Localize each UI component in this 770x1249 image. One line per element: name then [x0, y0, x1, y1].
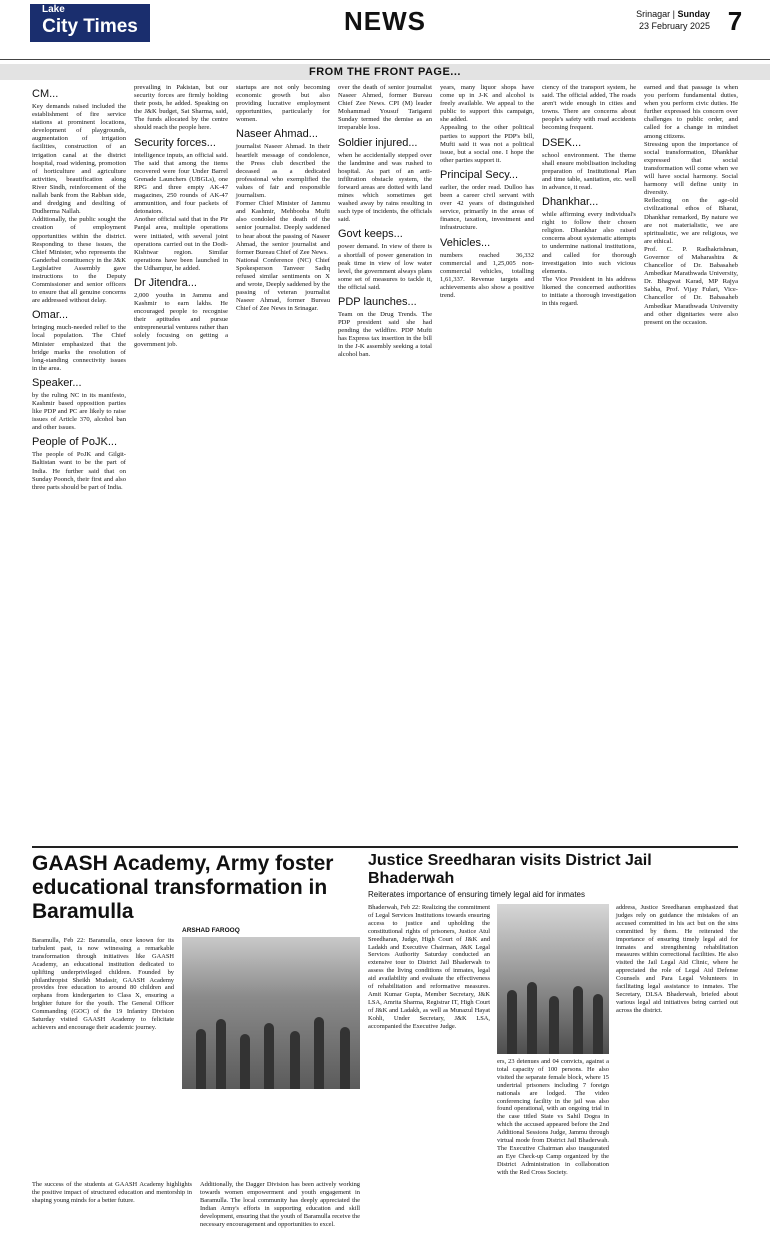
block-head: Speaker... — [32, 376, 82, 389]
block-text: power demand. In view of there is a shortfall of power generation in peak time in view of low water level, the government always plans some set of measures to tackle it, the official said. — [338, 243, 432, 291]
section-title: NEWS — [344, 6, 426, 36]
story2-col-3: address, Justice Sreedharan emphasized that judges rely on guidance the mistakes of an accused committed in his act but on the sins committed by them. He reiterated the importance of ensuring timely legal aid for inmates and strengthening rehabilitation measures within correctional facilities. He also visited the Jail Legal Aid Clinic, where he appreciated the role of Legal Aid Defense Counsels and Para Legal Volunteers in facilitating legal assistance to inmates. The Secretary, DLSA Bhaderwah, briefed about various legal aid initiatives being carried out across the district. — [616, 904, 738, 1014]
logo-line-2: City Times — [42, 16, 138, 37]
block-text: The Vice President in his address likened the concerned authorities to initiate a thorough investigation in this regard. — [542, 275, 636, 308]
block-text: Appealing to the other political parties to support the PDP's bill, Mufti said it was not a political issue, but a social one. I hope the other parties support it. — [440, 124, 534, 164]
story1-headline: GAASH Academy, Army foster educational transformation in Baramulla — [32, 852, 334, 923]
masthead — [0, 0, 770, 60]
block-head: Vehicles... — [440, 236, 491, 249]
story2-photo — [497, 904, 609, 1054]
block-head: Security forces... — [134, 136, 216, 149]
column-1 — [32, 84, 126, 840]
block-text: by the ruling NC in its manifesto, Kashmir based opposition parties like PDP and PC are likely to raise issues of Article 370, alcohol ban and other issues. — [32, 391, 126, 432]
column-5 — [440, 84, 534, 840]
block-text: 2,000 youths in Jammu and Kashmir to earn lakhs. He encouraged people to recognise their aptitudes and pursue entrepreneurial ventures rather than solely focusing on getting a government job. — [134, 291, 228, 348]
story1-photo — [182, 937, 360, 1089]
block-text: while affirming every individual's right to follow their chosen religion. Dhankhar also raised concerns about systematic attempts to undermine national institutions, and called for thorough investigation into such vicious elements. — [542, 211, 636, 275]
block-text: journalist Naseer Ahmad. In their heartfelt message of condolence, the Press club described the deceased as a dedicated professional who exemplified the values of fair and responsible journalism. — [236, 143, 330, 200]
block-head: CM... — [32, 88, 59, 100]
block-text: Team on the Drug Trends. The PDP president said she had pending the wildfire. PDP Mufti has Express tax insertion in the bill in the J-K assembly seeking a total alcohol ban. — [338, 310, 432, 359]
block-text: over the death of senior journalist Naseer Ahmed, former Bureau Chief Zee News. CPI (M) leader Mohammad Yousuf Tarigami Sunday termed the demise as an irreparable loss. — [338, 84, 432, 132]
story2-deck: Reiterates importance of ensuring timely legal aid for inmates — [368, 890, 585, 899]
block-text: startups are not only becoming economic growth but also providing lucrative employment opportunities, particularly for women. — [236, 84, 330, 124]
block-text: The people of PoJK and Gilgit-Baltistan want to be the part of India. He further said that on Sunday Poonch, their first and also three parts should be part of India. — [32, 451, 126, 491]
page-number: 7 — [727, 6, 743, 36]
dateline: Srinagar | Sunday 23 February 2025 — [636, 9, 710, 31]
block-head: Principal Secy... — [440, 168, 519, 181]
section-divider — [32, 846, 738, 848]
city: Srinagar — [636, 9, 671, 19]
story2-col-1: Bhaderwah, Feb 22: Realizing the commitment of Legal Services Institutions towards ensuring access to justice and upholding the constitutional rights of prisoners, Justice Atul Sreedharan, Judge, High Court of J&K and Ladakh and Executive Chairman, J&K Legal Services Authority Saturday conducted an extensive tour to District Jail Bhaderwah to assess the living conditions of inmates, legal aid availability and evaluate the effectiveness of rehabilitation and reformative measures. Amit Kumar Gupta, Member Secretary, J&K LSA, Amrita Sharma, Registrar IT, High Court of J&K and Ladakh, as well as Munazul Hayat Kohli, Under Secretary, J&K LSA, accompanied the Executive Judge. — [368, 904, 490, 1030]
column-4 — [338, 84, 432, 840]
block-text: intelligence inputs, an official said. The said that among the items recovered were four Under Barrel Grenade Launchers (UBGLs), one RPG and three empty AK-47 magazines, 250 rounds of AK-47 ammunition, and four packets of detonators. — [134, 151, 228, 216]
story1-lead-text: Baramulla, Feb 22: Baramulla, once known for its turbulent past, is now witnessing a remarkable transformation through initiatives like GAASH Academy, an educational institution dedicated to uplifting underprivileged children. Founded by philanthropist Sheikh Mudasir, GAASH Academy provides free education to around 80 children and orphans from kindergarten to Class X, ensuring a brighter future for the youth. The General Officer Commanding (GOC) of the 19 Infantry Division Saturday visited GAASH Academy to felicitate achievers and encourage their academic journey. — [32, 937, 174, 1031]
block-text: National Conference (NC) Chief Spokesperson Tanveer Sadiq refused similar sentiments on X and wrote, Deeply saddened by the passing of veteran journalist Naseer Ahmad, former Bureau Chief of Zee News in Srinagar. — [236, 256, 330, 313]
block-text: earned and that passage is when you perform fundamental duties, when you perform civic duties. He further expressed his concern over challenges to public order, and called for a change in mindset among citizens. — [644, 84, 738, 140]
block-text: prevailing in Pakistan, but our security forces are firmly holding their posts, he added. Speaking on the J&K budget, Sat Sharma, said, The funds allocated by the centre should reach the people here. — [134, 84, 228, 132]
block-text: Stressing upon the importance of social transformation, Dhankhar expressed that social transformation will come when we will have social harmony. Social harmony will define unity in diversity. — [644, 140, 738, 197]
block-text: Reflecting on the age-old civilizational ethos of Bharat, Dhankhar remarked, By nature we are not materialistic, we are spiritualistic, we are religious, we are ethical. — [644, 197, 738, 245]
story-gaash-academy — [32, 852, 360, 1228]
story1-byline: ARSHAD FAROOQ — [182, 927, 240, 934]
block-head: People of PoJK... — [32, 436, 117, 449]
block-head: PDP launches... — [338, 295, 417, 308]
block-text: bringing much-needed relief to the local population. The Chief Minister emphasized that the bridge marks the resolution of long-standing connectivity issues in the area. — [32, 324, 126, 372]
block-text: numbers reached 36,332 commercial and 1,25,005 non-commercial vehicles, totalling 1,61,337. Revenue targets and achievements also show a positive trend. — [440, 251, 534, 299]
block-text: Key demands raised included the establishment of fire service stations at prominent locations, development of playgrounds, augmentation of irrigation facilities, construction of an irrigation canal at the district hospital, road widening, promotion of horticulture and agriculture activities, beautification along River Sindh, reinforcement of the nallah bank from the Rabban side, and dredging and desilting of Dudherma Nallah. — [32, 103, 126, 216]
block-text: when he accidentally stepped over the landmine and was rushed to hospital. As part of an anti-infiltration obstacle system, the forward areas are dotted with land mines which sometimes get washed away by rains resulting in such type of incidents, the officials said. — [338, 151, 432, 224]
column-6 — [542, 84, 636, 840]
story2-col-2: ers, 23 detenues and 04 convicts, against a total capacity of 100 persons. He also visited the separate female block, where 15 undertrial prisoners including 7 foreign nationals are lodged. The video conferencing facility in the jail was also found operational, with an ongoing trial in the case titled State vs Sahil Dogra in which the accused appeared before the 2nd Additional Sessions Judge, Jammu through virtual mode from District Jail Bhaderwah. The Executive Chairman also inaugurated an Eye Check-up Camp organized by the District Administration in collaboration with the Red Cross Society. — [497, 1058, 609, 1176]
block-text: Prof. C. P. Radhakrishnan, Governor of Maharashtra & Chancellor of Dr. Babasaheb Ambedkar Marathwada University, Dr. Bhagwat Karad, MP Rajya Sabha, Prof. Vijay Fulari, Vice-Chancellor of Dr. Babasaheb Ambedkar Marathwada University and other dignitaries were also present on the occasion. — [644, 245, 738, 326]
story-justice-sreedharan — [368, 852, 738, 1176]
block-text: years, many liquor shops have come up in J-K and alcohol is freely available. We appeal to the public to support this campaign, she added. — [440, 84, 534, 124]
block-text: school environment. The theme shall ensure mobilisation including preparation of Institutional Plan and time table, sanitation, etc. well in advance, it read. — [542, 151, 636, 191]
block-text: Former Chief Minister of Jammu and Kashmir, Mehbooba Mufti also condoled the death of the senior journalist. Deeply saddened to hear about the passing of Naseer Ahmad, the senior journalist and former Bureau Chief of Zee News. — [236, 200, 330, 256]
column-7 — [644, 84, 738, 840]
block-head: Dhankhar... — [542, 196, 599, 209]
column-3 — [236, 84, 330, 840]
block-head: DSEK... — [542, 136, 582, 149]
kicker-banner: FROM THE FRONT PAGE... — [0, 64, 770, 80]
story1-text-left: The success of the students at GAASH Academy highlights the positive impact of structured education and mentorship in shaping young minds for a better future. — [32, 1181, 192, 1204]
logo-line-1: Lake — [42, 4, 65, 15]
block-head: Govt keeps... — [338, 228, 403, 241]
block-head: Soldier injured... — [338, 136, 418, 149]
weekday: Sunday — [677, 9, 710, 19]
block-head: Dr Jitendra... — [134, 276, 197, 289]
block-text: ciency of the transport system, he said. The official added, The roads aren't wide enough in cities and towns. There are concerns about people's safety with road accidents becoming frequent. — [542, 84, 636, 132]
column-2 — [134, 84, 228, 840]
front-page-continuations — [32, 84, 738, 840]
block-head: Naseer Ahmad... — [236, 128, 318, 141]
block-head: Omar... — [32, 309, 69, 322]
date: 23 February 2025 — [638, 21, 710, 31]
block-text: Another official said that in the Pir Panjal area, multiple operations were initiated, with several joint operations carried out in the Dodi-Kishtwar region. Similar operations have been launched in the Udhampur, he added. — [134, 216, 228, 272]
block-text: Additionally, the public sought the creation of employment opportunities within the district. Responding to these issues, the Chief Minister, who represents the Ganderbal constituency in the J&K Legislative Assembly gave instructions to the Deputy Commissioner and senior officers to ensure that all genuine concerns are addressed without delay. — [32, 216, 126, 305]
story1-text-right: Additionally, the Dagger Division has been actively working towards women empowerment and youth engagement in Baramulla. The local community has deeply appreciated the Indian Army's efforts in supporting education and skill development, ensuring that the youth of Baramulla receive the necessary encouragement and opportunities to excel. — [200, 1181, 360, 1228]
block-text: earlier, the order read. Dulloo has been a career civil servant with over 42 years of distinguished service, primarily in the areas of finance, taxation, investment and infrastructure. — [440, 183, 534, 232]
story2-headline: Justice Sreedharan visits District Jail Bhaderwah — [368, 852, 652, 887]
